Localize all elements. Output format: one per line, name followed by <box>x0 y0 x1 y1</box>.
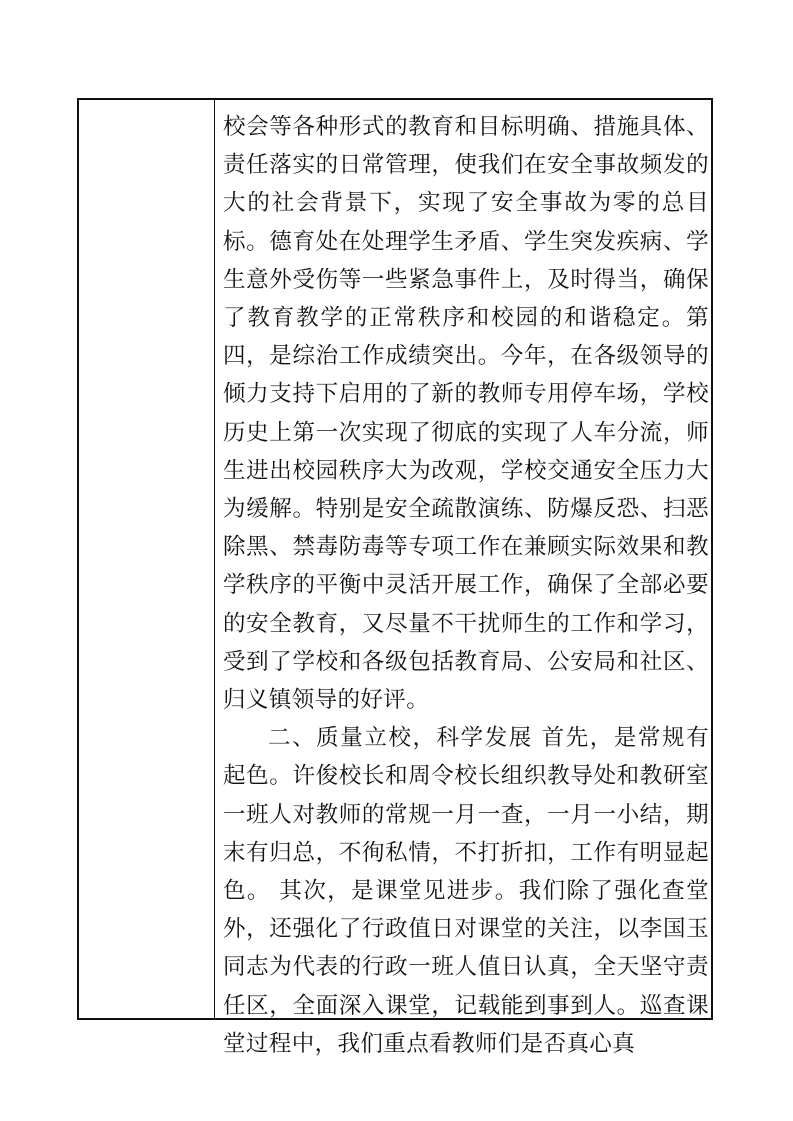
body-text <box>223 108 709 1063</box>
form-table <box>77 98 713 1057</box>
paragraph-safety-management: 校会等各种形式的教育和目标明确、措施具体、责任落实的日常管理，使我们在安全事故频发的大的社会背景下，实现了安全事故为零的总目标。德育处在处理学生矛盾、学生突发疾病、学生意外受伤等一些紧急事件上，及时得当，确保了教育教学的正常秩序和校园的和谐稳定。第四，是综治工作成绩突出。今年，在各级领导的倾力支持下启用的了新的教师专用停车场，学校历史上第一次实现了彻底的实现了人车分流，师生进出校园秩序大为改观，学校交通安全压力大为缓解。特别是安全疏散演练、防爆反恐、扫恶除黑、禁毒防毒等专项工作在兼顾实际效果和教学秩序的平衡中灵活开展工作，确保了全部必要的安全教育，又尽量不干扰师生的工作和学习，受到了学校和各级包括教育局、公安局和社区、归义镇领导的好评。 <box>223 114 709 714</box>
paragraph-quality-school: 二、质量立校，科学发展 首先，是常规有起色。许俊校长和周令校长组织教导处和教研室一班人对教师的常规一月一查，一月一小结，期末有归总，不徇私情，不打折扣，工作有明显起色。 其次，是课堂见进步。我们除了强化查堂外，还强化了行政值日对课堂的关注，以李国玉同志为代表的行政一班人值日认真，全天坚守责任区，全面深入课堂，记载能到事到人。巡查课堂过程中，我们重点看教师们是否真心真 <box>223 725 709 1057</box>
table-content-cell <box>215 100 711 1057</box>
table-label-cell <box>79 100 215 1018</box>
